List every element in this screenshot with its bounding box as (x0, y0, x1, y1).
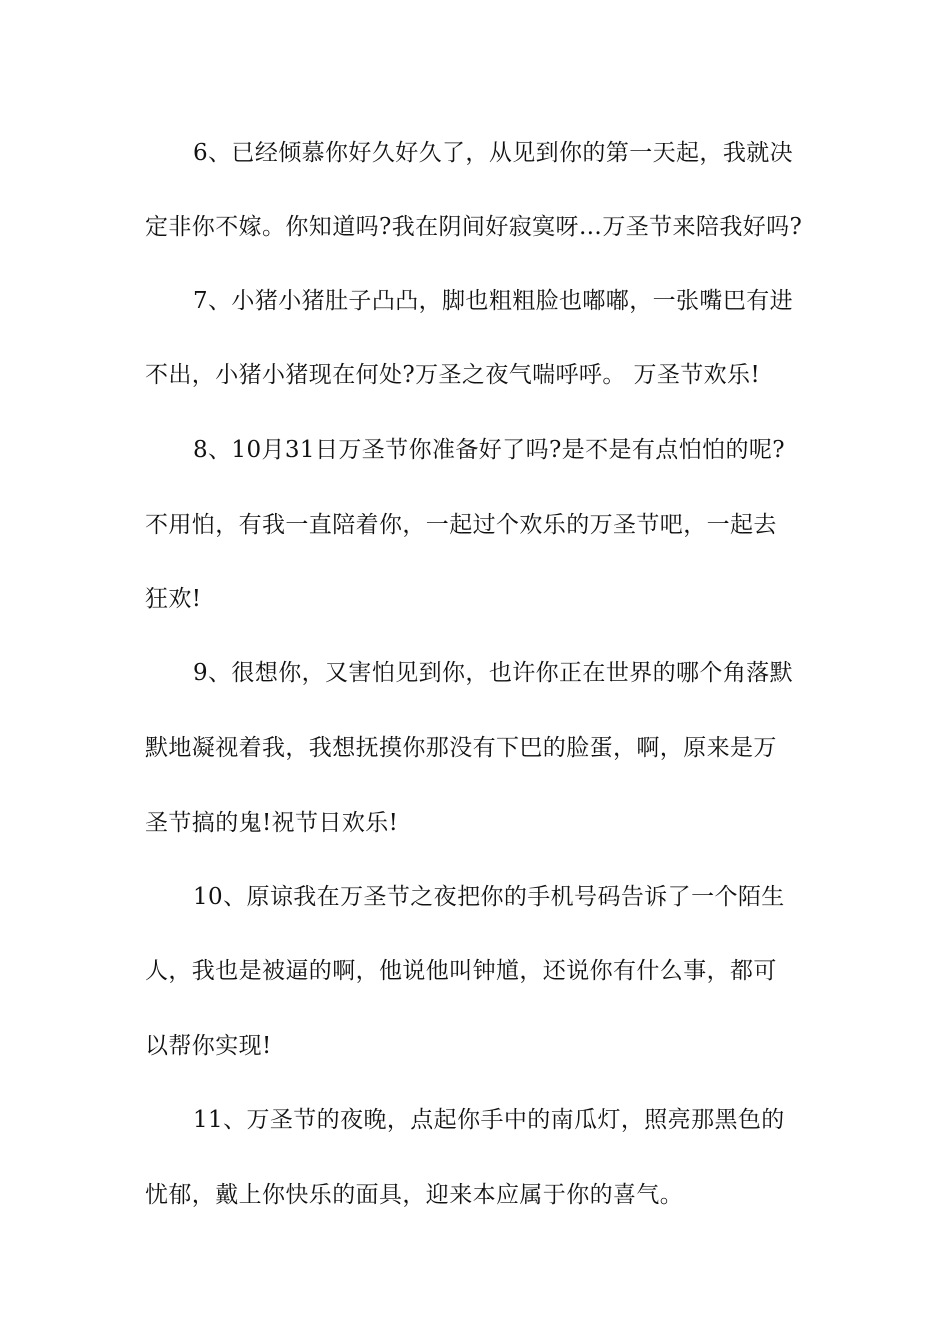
paragraph-7-line-2: 不出，小猪小猪现在何处?万圣之夜气喘呼呼。 万圣节欢乐! (145, 362, 761, 388)
paragraph-9-line-1: 9、很想你，又害怕见到你，也许你正在世界的哪个角落默 (193, 660, 794, 686)
paragraph-9-line-3: 圣节搞的鬼!祝节日欢乐! (145, 810, 399, 836)
paragraph-6-line-2: 定非你不嫁。你知道吗?我在阴间好寂寞呀…万圣节来陪我好吗? (145, 214, 803, 240)
paragraph-7-line-1: 7、小猪小猪肚子凸凸，脚也粗粗脸也嘟嘟，一张嘴巴有进 (193, 288, 794, 314)
paragraph-10-line-2: 人，我也是被逼的啊，他说他叫钟馗，还说你有什么事，都可 (145, 958, 777, 984)
paragraph-8-line-1: 8、10月31日万圣节你准备好了吗?是不是有点怕怕的呢? (193, 437, 786, 463)
paragraph-11-line-2: 忧郁，戴上你快乐的面具，迎来本应属于你的喜气。 (145, 1182, 684, 1208)
paragraph-8-line-3: 狂欢! (145, 586, 202, 612)
paragraph-10-line-1: 10、原谅我在万圣节之夜把你的手机号码告诉了一个陌生 (193, 884, 785, 910)
paragraph-9-line-2: 默地凝视着我，我想抚摸你那没有下巴的脸蛋，啊，原来是万 (145, 735, 777, 761)
paragraph-6-line-1: 6、已经倾慕你好久好久了，从见到你的第一天起，我就决 (193, 140, 794, 166)
paragraph-11-line-1: 11、万圣节的夜晚，点起你手中的南瓜灯，照亮那黑色的 (193, 1107, 785, 1133)
paragraph-8-line-2: 不用怕，有我一直陪着你，一起过个欢乐的万圣节吧，一起去 (145, 512, 777, 538)
paragraph-10-line-3: 以帮你实现! (145, 1033, 272, 1059)
